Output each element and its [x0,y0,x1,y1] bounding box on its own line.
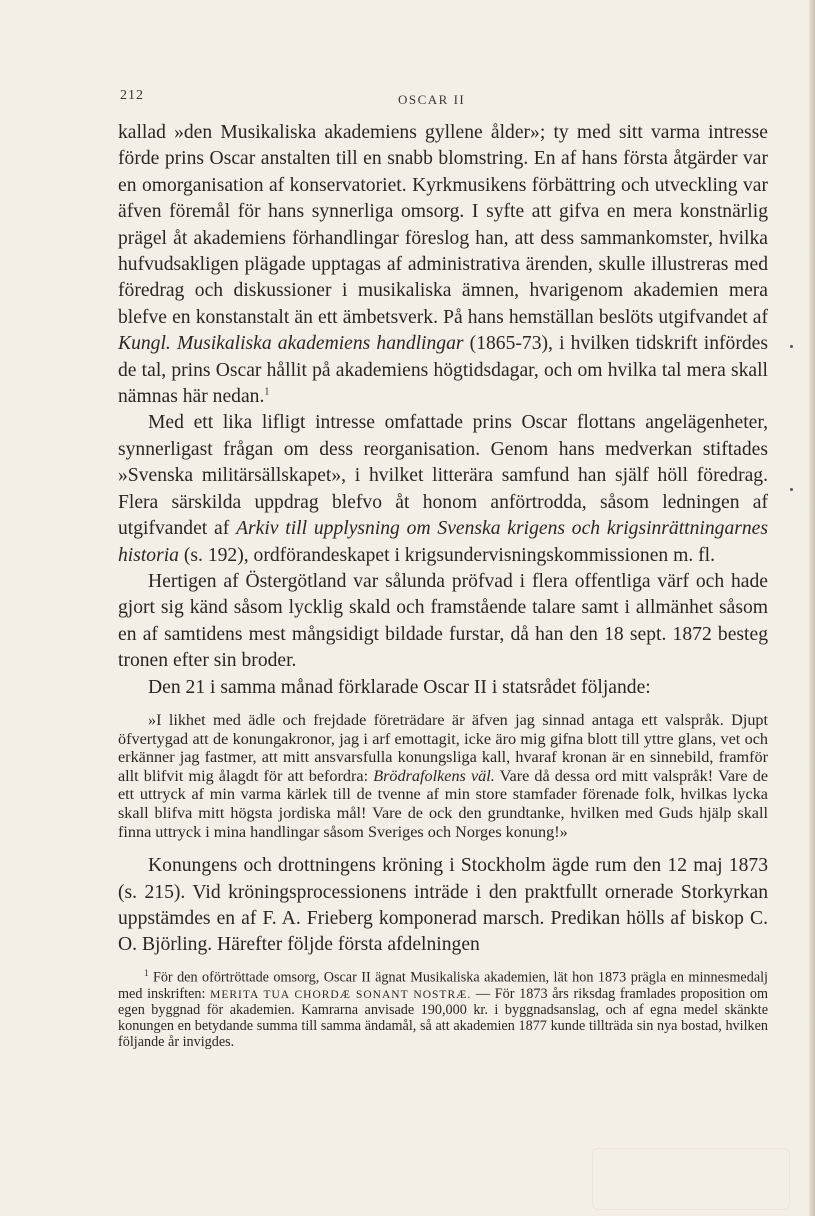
quote-text-b: Vare då dessa ord mitt valspråk! Vare de ett uttryck af min varma kärlek till de tvenne af min store stamfader förenade folk, hvilkas lycka skall blifva mitt högsta jordiska mål! Vare de ock den grundtanke, hvilken med Guds hjälp skall finna uttryck i mina handlingar såsom Sveriges och Norges konung!» [118,766,769,841]
medal-inscription: MERITA TUA CHORDÆ SONANT NOSTRÆ. [210,988,472,1001]
paragraph-2 [118,410,768,568]
footnote-text-b: — För 1873 års riksdag framlades proposition om egen byggnad för akademien. Kamrarna anvisade 190,000 kr. i byggnadsanslag, och af egna medel skänkte konungen en betydande summa till samma ändamål, så att akademien 1877 kunde tillträda sin nya bostad, hvilken följande år invigdes. [118,985,768,1050]
paragraph-1-text-b: (1865-73), i hvilken tidskrift infördes de tal, prins Oscar hållit på akademiens högtidsdagar, och om hvilka tal mera skall nämnas här nedan. [118,333,768,408]
paragraph-5: Konungens och drottningens kröning i Stockholm ägde rum den 12 maj 1873 (s. 215). Vid kröningsprocessionens inträde i den praktfullt ornerade Storkyrkan uppstämdes en af F. A. Frieberg komponerad marsch. Predikan hölls af biskop C. O. Björling. Härefter följde första afdelningen [118,855,768,956]
footnote-ref: 1 [264,386,270,398]
page-edge [809,0,815,1216]
footnote-text-a: För den oförtröttade omsorg, Oscar II ägnat Musikaliska akademien, lät hon 1873 prägla en minnesmedalj med inskriften: [118,969,768,1002]
royal-motto: Brödrafolkens väl. [373,766,495,785]
paragraph-2-text-b: (s. 192), ordförandeskapet i krigsundervisningskommissionen m. fl. [178,544,716,566]
paragraph-3: Hertigen af Östergötland var sålunda pröfvad i flera offentliga värf och hade gjort sig känd såsom lycklig skald och framstående talare samt i allmänhet såsom en af samtidens mest mångsidigt bildade furstar, då han den 18 sept. 1872 besteg tronen efter sin broder. [118,570,768,672]
footnote [118,966,768,1051]
page-number: 212 [120,88,144,103]
margin-mark [790,488,793,491]
margin-mark [790,345,793,348]
body-text [118,120,768,959]
footnote-number: 1 [144,968,149,978]
paragraph-4: Den 21 i samma månad förklarade Oscar II i statsrådet följande: [148,676,651,698]
running-title: OSCAR II [398,92,466,107]
page-header [118,88,768,112]
quote-text-a: »I likhet med ädle och frejdade företrädare är äfven jag sinnad antaga ett valspråk. Djupt öfvertygad att de konungakronor, jag i arf emottagit, icke äro mig gifna blott till yttre glans, vet och erkänner jag fastmer, att mitt ansvarsfulla konungsliga kall, hvaraf kronan är en sinnebild, framför allt blifvit mig ålagdt för att befordra: [118,710,768,785]
archive-title: Arkiv till upplysning om Svenska krigens och krigsinrättningarnes historia [118,518,768,566]
journal-title: Kungl. Musikaliska akademiens handlingar [118,333,464,355]
paper-stain [592,1148,790,1210]
paragraph-1 [118,120,768,410]
royal-declaration-quote [118,711,768,841]
paragraph-2-text-a: Med ett lika lifligt intresse omfattade prins Oscar flottans angelägenheter, synnerligast frågan om dess reorganisation. Genom hans medverkan stiftades »Svenska militärsällskapet», i hvilket litterära samfund han själf höll föredrag. Flera särskilda uppdrag blefvo åt honom anförtrodda, såsom ledningen af utgifvandet af [118,412,768,540]
paragraph-1-text-a: kallad »den Musikaliska akademiens gyllene ålder»; ty med sitt varma intresse förde prins Oscar anstalten till en snabb blomstring. En af hans första åtgärder var en omorganisation af konservatoriet. Kyrkmusikens förbättring och utveckling var äfven föremål för hans synnerliga omsorg. I syfte att gifva en mera konstnärlig prägel åt akademiens förhandlingar föreslog han, att dess sammankomster, hvilka hufvudsakligen plägade upptagas af administrativa ärenden, skulle illustreras med föredrag och diskussioner i musikaliska ämnen, hvarigenom akademien mera blefve en konstanstalt än ett ämbetsverk. På hans hemställan beslöts utgifvandet af [118,122,768,328]
